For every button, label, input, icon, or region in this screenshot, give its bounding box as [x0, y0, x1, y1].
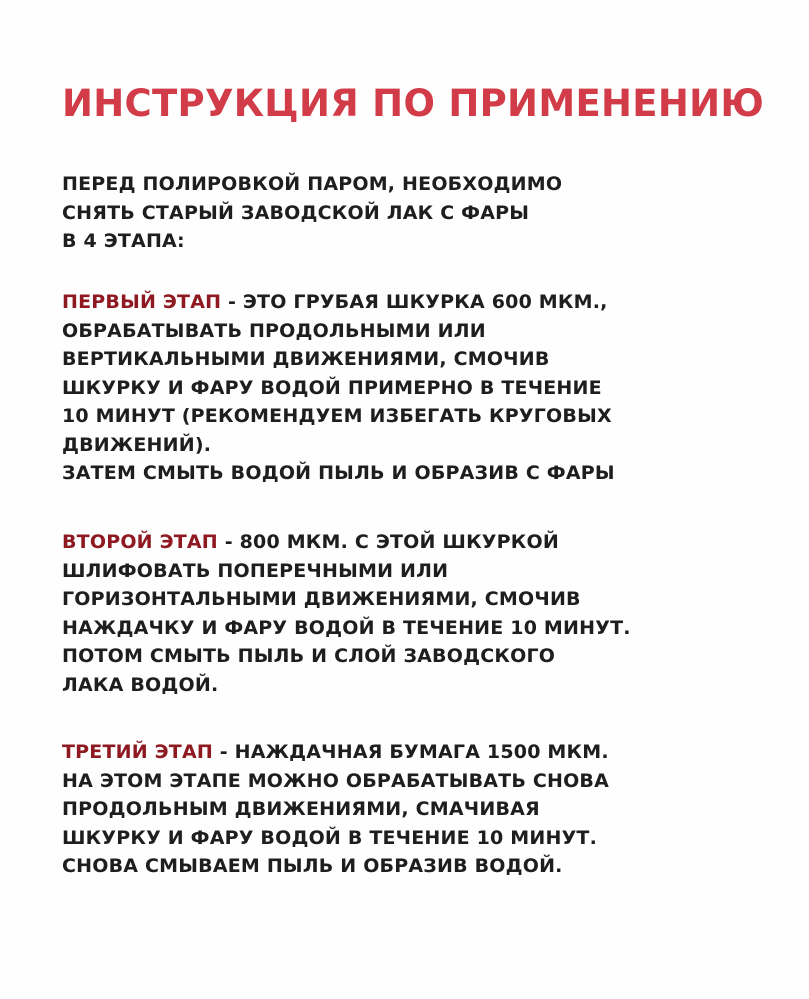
stage-1-paragraph [62, 288, 762, 488]
stage-3-line: НА ЭТОМ ЭТАПЕ МОЖНО ОБРАБАТЫВАТЬ СНОВА [62, 769, 610, 792]
stage-1-label: ПЕРВЫЙ ЭТАП [62, 291, 222, 313]
intro-line: ПЕРЕД ПОЛИРОВКОЙ ПАРОМ, НЕОБХОДИМО [62, 173, 563, 195]
stage-1-first-line [62, 288, 762, 317]
stage-2-line: ПОТОМ СМЫТЬ ПЫЛЬ И СЛОЙ ЗАВОДСКОГО [62, 645, 556, 667]
intro-paragraph [62, 170, 762, 256]
stage-2-line: ШЛИФОВАТЬ ПОПЕРЕЧНЫМИ ИЛИ [62, 559, 449, 582]
stage-3-line: ШКУРКУ И ФАРУ ВОДОЙ В ТЕЧЕНИЕ 10 МИНУТ. [62, 826, 598, 849]
stage-1-line: ОБРАБАТЫВАТЬ ПРОДОЛЬНЫМИ ИЛИ [62, 319, 486, 342]
page-title: ИНСТРУКЦИЯ ПО ПРИМЕНЕНИЮ [62, 82, 765, 125]
stage-3-first-line [62, 738, 762, 767]
stage-2-paragraph [62, 528, 762, 699]
intro-line: СНЯТЬ СТАРЫЙ ЗАВОДСКОЙ ЛАК С ФАРЫ [62, 201, 530, 224]
stage-2-first-line-text: - 800 МКМ. С ЭТОЙ ШКУРКОЙ [217, 531, 559, 553]
stage-2-line: ГОРИЗОНТАЛЬНЫМИ ДВИЖЕНИЯМИ, СМОЧИВ [62, 588, 581, 610]
stage-1-first-line-text: - ЭТО ГРУБАЯ ШКУРКА 600 МКМ., [221, 291, 608, 313]
stage-1-line: ВЕРТИКАЛЬНЫМИ ДВИЖЕНИЯМИ, СМОЧИВ [62, 348, 550, 370]
stage-3-label: ТРЕТИЙ ЭТАП [62, 741, 213, 763]
intro-line: В 4 ЭТАПА: [62, 230, 185, 252]
stage-3-line: ПРОДОЛЬНЫМ ДВИЖЕНИЯМИ, СМАЧИВАЯ [62, 798, 540, 820]
stage-2-label: ВТОРОЙ ЭТАП [62, 531, 218, 553]
stage-3-first-line-text: - НАЖДАЧНАЯ БУМАГА 1500 МКМ. [212, 741, 609, 763]
stage-2-line: ЛАКА ВОДОЙ. [62, 673, 219, 696]
stage-3-line: СНОВА СМЫВАЕМ ПЫЛЬ И ОБРАЗИВ ВОДОЙ. [62, 855, 563, 877]
stage-3-paragraph [62, 738, 762, 881]
stage-1-line: ШКУРКУ И ФАРУ ВОДОЙ ПРИМЕРНО В ТЕЧЕНИЕ [62, 376, 602, 399]
stage-1-line: ЗАТЕМ СМЫТЬ ВОДОЙ ПЫЛЬ И ОБРАЗИВ С ФАРЫ [62, 462, 615, 484]
stage-2-line: НАЖДАЧКУ И ФАРУ ВОДОЙ В ТЕЧЕНИЕ 10 МИНУТ. [62, 616, 631, 639]
stage-1-line: ДВИЖЕНИЙ). [62, 433, 212, 456]
stage-2-first-line [62, 528, 762, 557]
stage-1-line: 10 МИНУТ (РЕКОМЕНДУЕМ ИЗБЕГАТЬ КРУГОВЫХ [62, 405, 612, 427]
